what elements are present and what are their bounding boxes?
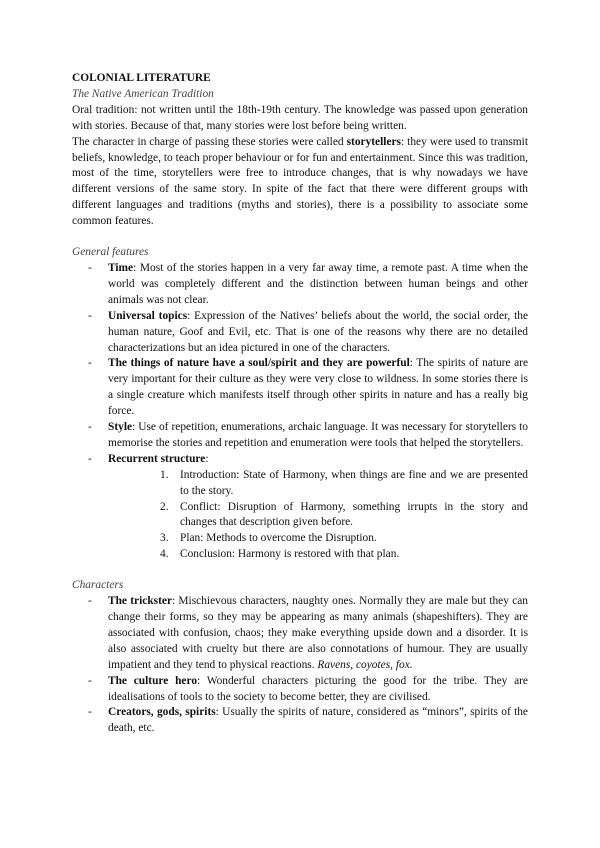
characters-heading: Characters — [72, 579, 124, 592]
intro-p2-start: The character in charge of passing these stories were called — [72, 135, 347, 148]
list-item — [72, 705, 528, 737]
list-item — [72, 674, 528, 706]
step-number: 3. — [160, 532, 169, 545]
step-item — [72, 531, 528, 547]
step-item — [72, 547, 528, 563]
step-number: 4. — [160, 548, 169, 561]
item-term: Style — [108, 421, 133, 434]
item-term: Creators, gods, spirits — [108, 706, 216, 719]
list-item — [72, 594, 528, 674]
item-term: The things of nature have a soul/spirit and they are powerful — [108, 357, 410, 370]
step-text: Conclusion: Harmony is restored with that plan. — [180, 548, 400, 561]
item-text: : Usually the spirits of nature, considered as “minors”, spirits of the death, etc. — [108, 706, 528, 735]
item-term: Recurrent structure — [108, 452, 206, 465]
step-text: Introduction: State of Harmony, when things are fine and we are presented to the story. — [180, 468, 528, 497]
step-number: 1. — [160, 468, 169, 481]
step-text: Conflict: Disruption of Harmony, something irrupts in the story and changes that description given before. — [180, 500, 528, 529]
item-term: Universal topics — [108, 309, 188, 322]
list-item — [72, 420, 528, 452]
general-features-heading: General features — [72, 246, 149, 259]
list-item — [72, 452, 528, 468]
step-number: 2. — [160, 500, 169, 513]
intro-paragraph-2 — [72, 135, 528, 230]
step-text: Plan: Methods to overcome the Disruption. — [180, 532, 377, 545]
document-page — [72, 71, 528, 737]
item-text: : Expression of the Natives’ beliefs about the world, the social order, the human nature, Goof and Evil, etc. That is one of the reasons why there are no detailed characterizations but an idea pictured in one of the characters. — [108, 309, 529, 354]
structure-steps-list — [72, 468, 528, 563]
list-item — [72, 261, 528, 309]
item-text: : Mischievous characters, naughty ones. Normally they are male but they can change their forms, so they may be appearing as many animals (shapeshifters). They are associated with confusion, chaos; they make everything upside down and a disorder. It is also associated with cruelty but there are also connotations of humour. They are usually impatient and they tend to physical reactions. — [108, 595, 528, 671]
item-text: : The spirits of nature are very important for their culture as they were very close to wildness. In some stories there is a single creature which manifests itself through other spirits in nature and has a really big force. — [108, 357, 529, 418]
characters-list — [72, 594, 528, 737]
item-text: : Most of the stories happen in a very far away time, a remote past. A time when the world was completely different and the distinction between human beings and other animals was not clear. — [108, 261, 528, 306]
item-term: The trickster — [108, 595, 172, 608]
intro-p2-end: : they were used to transmit beliefs, knowledge, to teach proper behaviour or for fun and entertainment. Since this was tradition, most of the time, storytellers were free to introduce changes, that is why nowadays we have different versions of the same story. In spite of the fact that there were different groups with different languages and traditions (myths and stories), there is a possibility to associate some common features. — [72, 135, 528, 228]
item-text: : — [205, 452, 209, 465]
item-text: : Use of repetition, enumerations, archaic language. It was necessary for storytellers to memorise the stories and repetition and enumeration were tools that helped the storytellers. — [108, 421, 528, 449]
item-term: The culture hero — [108, 674, 198, 687]
step-item — [72, 500, 528, 532]
intro-paragraph-1: Oral tradition: not written until the 18th-19th century. The knowledge was passed upon generation with stories. Because of that, many stories were lost before being written. — [72, 103, 528, 132]
list-item — [72, 309, 528, 357]
step-item — [72, 468, 528, 500]
item-term: Time — [108, 261, 134, 274]
general-features-list — [72, 261, 528, 468]
document-subtitle: The Native American Tradition — [72, 87, 214, 100]
document-title: COLONIAL LITERATURE — [72, 72, 211, 84]
item-examples: Ravens, coyotes, fox. — [317, 658, 413, 671]
storytellers-term: storytellers — [346, 135, 401, 148]
item-text: : Wonderful characters picturing the good for the tribe. They are idealisations of tools to the society to become better, they are civilised. — [108, 674, 528, 703]
list-item — [72, 356, 528, 420]
